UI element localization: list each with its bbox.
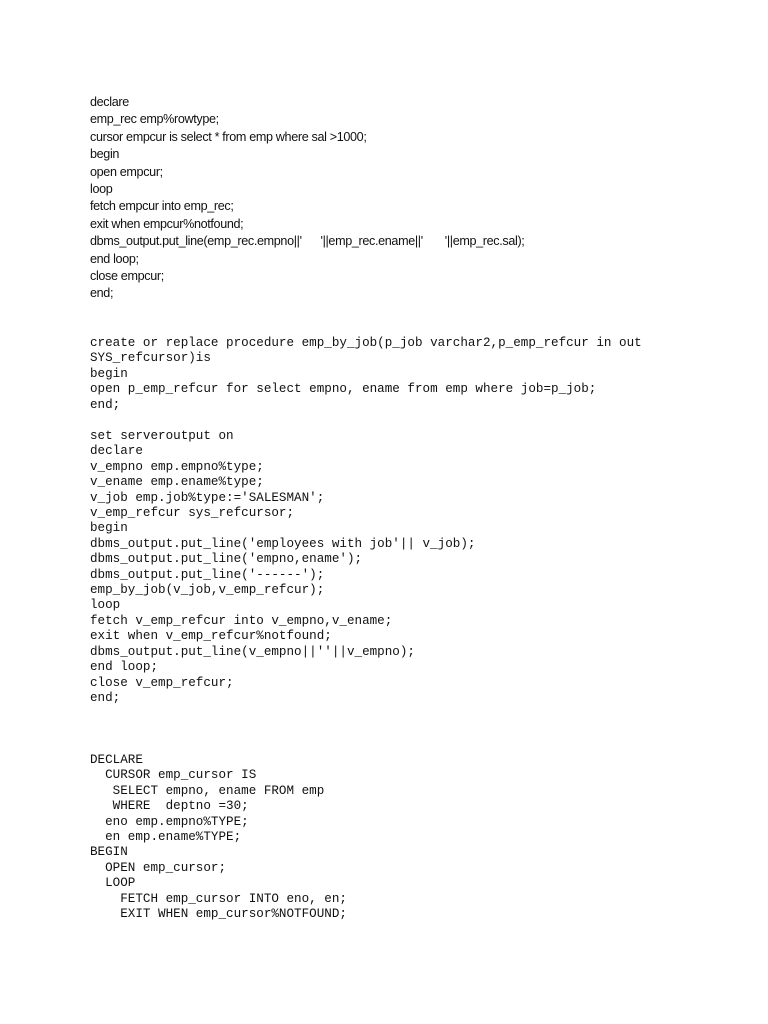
code-line: declare	[90, 444, 143, 459]
code-line: open p_emp_refcur for select empno, ename from emp where job=p_job;	[90, 382, 597, 397]
code-line: set serveroutput on	[90, 429, 234, 443]
code-line: fetch v_emp_refcur into v_empno,v_ename;	[90, 613, 393, 628]
code-line: v_empno emp.empno%type;	[90, 459, 264, 474]
code-line: begin	[90, 366, 128, 381]
code-line: loop	[90, 182, 113, 197]
code-line: close empcur;	[90, 269, 164, 284]
code-line: SELECT empno, ename FROM emp	[90, 783, 325, 798]
code-line: exit when empcur%notfound;	[90, 216, 244, 231]
code-line: close v_emp_refcur;	[90, 675, 234, 690]
code-line: LOOP	[90, 876, 136, 891]
code-line: cursor empcur is select * from emp where sal >1000;	[90, 129, 367, 144]
code-line: fetch empcur into emp_rec;	[90, 199, 234, 214]
code-line: v_emp_refcur sys_refcursor;	[90, 506, 295, 521]
code-line: en emp.ename%TYPE;	[90, 830, 242, 845]
code-line: BEGIN	[90, 845, 128, 860]
code-line: loop	[90, 598, 121, 613]
code-line: OPEN emp_cursor;	[90, 860, 227, 875]
code-line: WHERE deptno =30;	[90, 799, 249, 814]
code-line: emp_by_job(v_job,v_emp_refcur);	[90, 583, 325, 598]
code-line: CURSOR emp_cursor IS	[90, 768, 257, 783]
code-line: EXIT WHEN emp_cursor%NOTFOUND;	[90, 907, 347, 922]
code-line: end;	[90, 286, 114, 301]
code-line: create or replace procedure emp_by_job(p_job varchar2,p_emp_refcur in out	[90, 336, 642, 350]
code-line: dbms_output.put_line('employees with job'|| v_job);	[90, 536, 476, 551]
code-line: FETCH emp_cursor INTO eno, en;	[90, 891, 347, 906]
code-line: end loop;	[90, 660, 159, 675]
code-line: exit when v_emp_refcur%notfound;	[90, 629, 332, 644]
code-line: open empcur;	[90, 164, 163, 179]
code-line: begin	[90, 147, 120, 162]
code-line: dbms_output.put_line(emp_rec.empno||' '||emp_rec.ename||' '||emp_rec.sal);	[90, 234, 525, 249]
code-line: dbms_output.put_line('empno,ename');	[90, 552, 363, 567]
code-line: dbms_output.put_line(v_empno||''||v_empno);	[90, 644, 415, 659]
code-line: emp_rec emp%rowtype;	[90, 112, 219, 127]
refcursor-block	[90, 429, 475, 706]
code-line: declare	[90, 95, 129, 109]
code-line: end;	[90, 690, 121, 705]
code-line: v_ename emp.ename%type;	[90, 475, 264, 490]
code-line: dbms_output.put_line('------');	[90, 567, 325, 582]
code-line: end loop;	[90, 251, 139, 266]
plsql-cursor-block	[90, 94, 524, 303]
procedure-block	[90, 336, 642, 413]
code-line: end;	[90, 397, 121, 412]
code-line: SYS_refcursor)is	[90, 351, 211, 366]
code-line: begin	[90, 521, 128, 536]
explicit-cursor-block	[90, 753, 347, 922]
code-line: v_job emp.job%type:='SALESMAN';	[90, 490, 325, 505]
code-line: DECLARE	[90, 753, 143, 767]
code-line: eno emp.empno%TYPE;	[90, 814, 249, 829]
